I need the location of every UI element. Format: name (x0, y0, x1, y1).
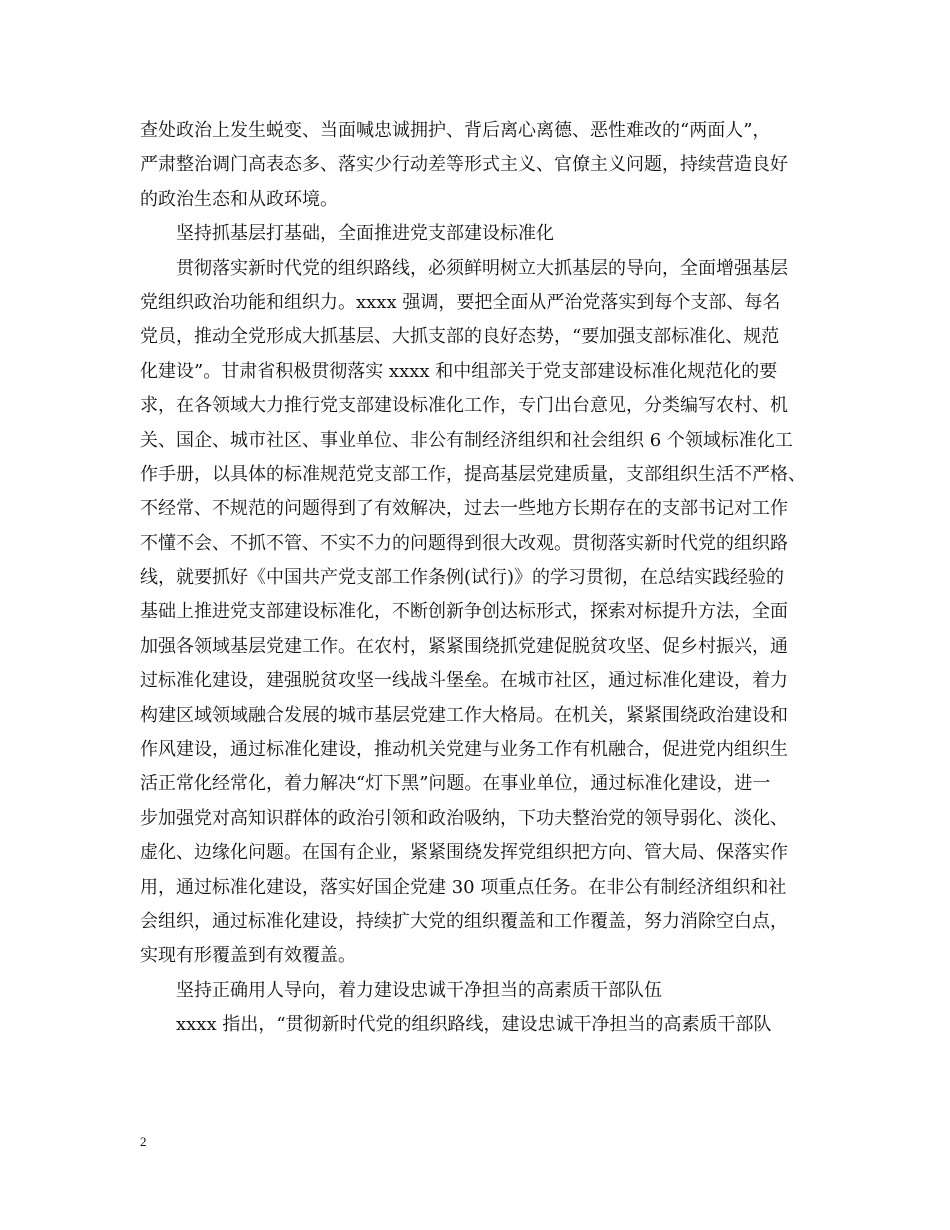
text-line: 线，就要抓好《中国共产党支部工作条例(试行)》的学习贯彻，在总结实践经验的 (140, 567, 785, 589)
text-line: 作手册，以具体的标准规范党支部工作，提高基层党建质量，支部组织生活不严格、 (140, 463, 806, 485)
text-line: 关、国企、城市社区、事业单位、非公有制经济组织和社会组织 6 个领域标准化工 (140, 429, 793, 451)
text-line: 查处政治上发生蜕变、当面喊忠诚拥护、背后离心离德、恶性难改的“两面人”， (140, 120, 771, 141)
section-heading: 坚持抓基层打基础，全面推进党支部建设标准化 (140, 223, 554, 245)
text-line: 加强各领域基层党建工作。在农村，紧紧围绕抓党建促脱贫攻坚、促乡村振兴，通 (140, 635, 788, 657)
text-line: 虚化、边缘化问题。在国有企业，紧紧围绕发挥党组织把方向、管大局、保落实作 (140, 842, 788, 864)
text-line: 化建设”。甘肃省积极贯彻落实 xxxx 和中组部关于党支部建设标准化规范化的要 (140, 360, 778, 382)
section-heading: 坚持正确用人导向，着力建设忠诚干净担当的高素质干部队伍 (140, 979, 662, 1001)
text-line: 用，通过标准化建设，落实好国企党建 30 项重点任务。在非公有制经济组织和社 (140, 876, 787, 898)
text-line: 构建区域领域融合发展的城市基层党建工作大格局。在机关，紧紧围绕政治建设和 (140, 704, 788, 726)
text-line: 活正常化经常化，着力解决“灯下黑”问题。在事业单位，通过标准化建设，进一 (140, 773, 771, 795)
text-line: 过标准化建设，建强脱贫攻坚一线战斗堡垒。在城市社区，通过标准化建设，着力 (140, 670, 788, 692)
text-line: 贯彻落实新时代党的组织路线，必须鲜明树立大抓基层的导向，全面增强基层 (140, 257, 788, 279)
body-text (140, 114, 820, 1043)
text-line: 步加强党对高知识群体的政治引领和政治吸纳，下功夫整治党的领导弱化、淡化、 (140, 807, 788, 829)
text-line: 会组织，通过标准化建设，持续扩大党的组织覆盖和工作覆盖，努力消除空白点， (140, 910, 788, 932)
text-line: xxxx 指出，“贯彻新时代党的组织路线，建设忠诚干净担当的高素质干部队 (140, 1014, 772, 1036)
page-number: 2 (140, 1134, 147, 1149)
text-line: 严肃整治调门高表态多、落实少行动差等形式主义、官僚主义问题，持续营造良好 (140, 154, 788, 176)
text-line: 不懂不会、不抓不管、不实不力的问题得到很大改观。贯彻落实新时代党的组织路 (140, 532, 788, 554)
text-line: 党组织政治功能和组织力。xxxx 强调，要把全面从严治党落实到每个支部、每名 (140, 291, 781, 313)
text-line: 不经常、不规范的问题得到了有效解决，过去一些地方长期存在的支部书记对工作 (140, 498, 788, 520)
text-line: 基础上推进党支部建设标准化，不断创新争创达标形式，探索对标提升方法，全面 (140, 601, 788, 623)
text-line: 的政治生态和从政环境。 (140, 188, 338, 210)
text-line: 实现有形覆盖到有效覆盖。 (140, 945, 356, 967)
text-line: 作风建设，通过标准化建设，推动机关党建与业务工作有机融合，促进党内组织生 (140, 739, 788, 761)
text-line: 求，在各领域大力推行党支部建设标准化工作，专门出台意见，分类编写农村、机 (140, 395, 788, 417)
text-line: 党员，推动全党形成大抓基层、大抓支部的良好态势，“要加强支部标准化、规范 (140, 326, 780, 348)
